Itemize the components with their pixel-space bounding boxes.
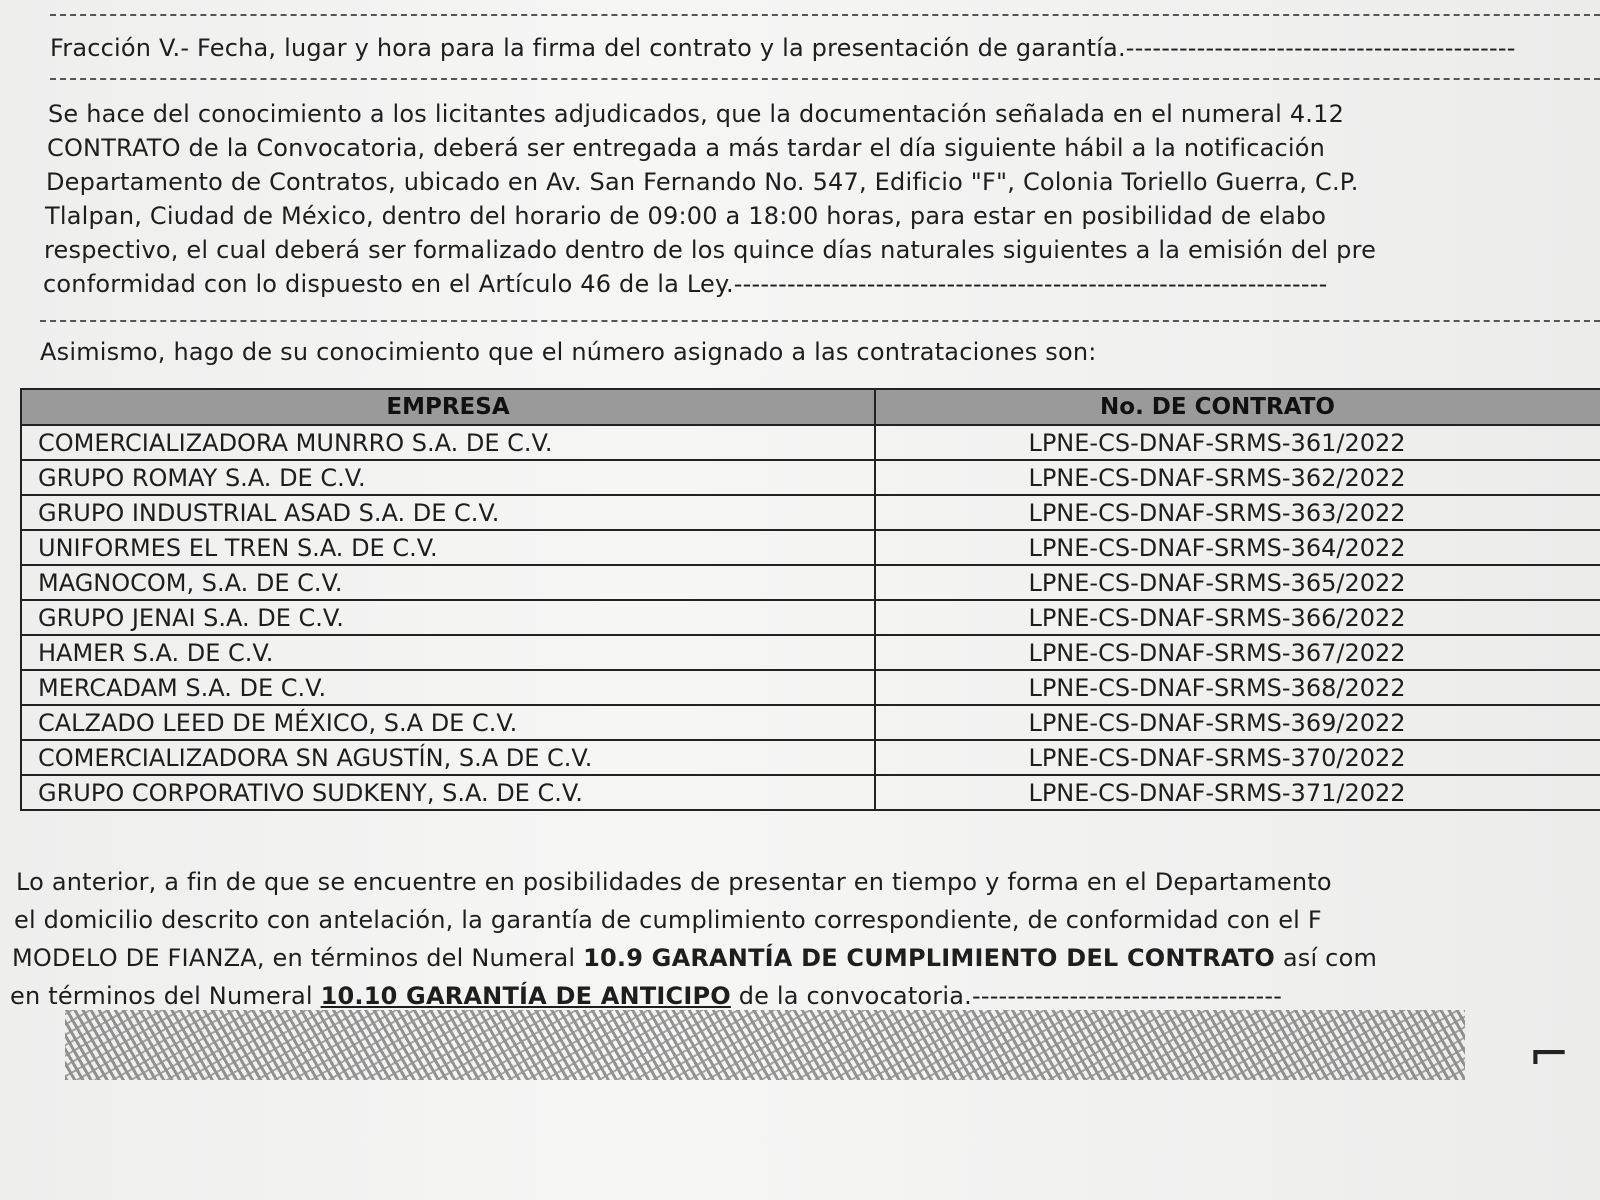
contract-number-cell: LPNE-CS-DNAF-SRMS-371/2022	[875, 775, 1600, 810]
paragraph-line: respectivo, el cual deberá ser formalizado dentro de los quince días naturales siguientes a la emisión del pre	[44, 236, 1377, 264]
company-cell: GRUPO INDUSTRIAL ASAD S.A. DE C.V.	[21, 495, 875, 530]
table-row	[21, 670, 1600, 705]
intro-text: Asimismo, hago de su conocimiento que el número asignado a las contrataciones son:	[40, 338, 1097, 366]
contract-number-cell: LPNE-CS-DNAF-SRMS-364/2022	[875, 530, 1600, 565]
text: MODELO DE FIANZA, en términos del Numeral	[12, 944, 584, 972]
paragraph-line: Lo anterior, a fin de que se encuentre en posibilidades de presentar en tiempo y forma en el Departamento	[16, 868, 1332, 896]
fraccion-heading: Fracción V.- Fecha, lugar y hora para la firma del contrato y la presentación de garantía.--------------------------------------------	[50, 34, 1516, 62]
header-contrato: No. DE CONTRATO	[875, 389, 1600, 425]
contract-number-cell: LPNE-CS-DNAF-SRMS-368/2022	[875, 670, 1600, 705]
table-row	[21, 705, 1600, 740]
dashed-divider	[50, 14, 1600, 16]
contract-number-cell: LPNE-CS-DNAF-SRMS-366/2022	[875, 600, 1600, 635]
contract-number-cell: LPNE-CS-DNAF-SRMS-365/2022	[875, 565, 1600, 600]
company-cell: UNIFORMES EL TREN S.A. DE C.V.	[21, 530, 875, 565]
table-row	[21, 600, 1600, 635]
company-cell: COMERCIALIZADORA MUNRRO S.A. DE C.V.	[21, 425, 875, 460]
company-cell: GRUPO JENAI S.A. DE C.V.	[21, 600, 875, 635]
company-cell: GRUPO CORPORATIVO SUDKENY, S.A. DE C.V.	[21, 775, 875, 810]
paragraph-line: Tlalpan, Ciudad de México, dentro del horario de 09:00 a 18:00 horas, para estar en posibilidad de elabo	[45, 202, 1327, 230]
partial-mark: ⌐	[1528, 1025, 1570, 1083]
contract-number-cell: LPNE-CS-DNAF-SRMS-370/2022	[875, 740, 1600, 775]
text: en términos del Numeral	[10, 982, 321, 1010]
contract-number-cell: LPNE-CS-DNAF-SRMS-362/2022	[875, 460, 1600, 495]
text: así com	[1275, 944, 1378, 972]
header-empresa: EMPRESA	[21, 389, 875, 425]
contract-number-cell: LPNE-CS-DNAF-SRMS-367/2022	[875, 635, 1600, 670]
decorative-pattern-band	[65, 1010, 1465, 1080]
paragraph-line: el domicilio descrito con antelación, la garantía de cumplimiento correspondiente, de conformidad con el F	[14, 906, 1322, 934]
dashed-divider	[40, 320, 1600, 322]
company-cell: GRUPO ROMAY S.A. DE C.V.	[21, 460, 875, 495]
bold-text: 10.10 GARANTÍA DE ANTICIPO	[320, 982, 731, 1010]
company-cell: COMERCIALIZADORA SN AGUSTÍN, S.A DE C.V.	[21, 740, 875, 775]
paragraph-line	[12, 944, 1377, 972]
table-row	[21, 460, 1600, 495]
table-row	[21, 775, 1600, 810]
table-row	[21, 425, 1600, 460]
contracts-table	[20, 388, 1600, 811]
paragraph-line: conformidad con lo dispuesto en el Artículo 46 de la Ley.-------------------------------------------------------------------	[43, 270, 1328, 298]
table-row	[21, 635, 1600, 670]
contract-number-cell: LPNE-CS-DNAF-SRMS-363/2022	[875, 495, 1600, 530]
company-cell: HAMER S.A. DE C.V.	[21, 635, 875, 670]
paragraph-line: CONTRATO de la Convocatoria, deberá ser entregada a más tardar el día siguiente hábil a la notificación	[47, 134, 1326, 162]
company-cell: CALZADO LEED DE MÉXICO, S.A DE C.V.	[21, 705, 875, 740]
contract-number-cell: LPNE-CS-DNAF-SRMS-361/2022	[875, 425, 1600, 460]
paragraph-line: Departamento de Contratos, ubicado en Av. San Fernando No. 547, Edificio "F", Colonia Toriello Guerra, C.P.	[46, 168, 1359, 196]
table-row	[21, 495, 1600, 530]
company-cell: MAGNOCOM, S.A. DE C.V.	[21, 565, 875, 600]
company-cell: MERCADAM S.A. DE C.V.	[21, 670, 875, 705]
table-row	[21, 740, 1600, 775]
table-row	[21, 565, 1600, 600]
contract-number-cell: LPNE-CS-DNAF-SRMS-369/2022	[875, 705, 1600, 740]
bold-text: 10.9 GARANTÍA DE CUMPLIMIENTO DEL CONTRATO	[583, 944, 1276, 972]
paragraph-line: Se hace del conocimiento a los licitantes adjudicados, que la documentación señalada en el numeral 4.12	[48, 100, 1345, 128]
text: de la convocatoria.-----------------------------------	[730, 982, 1283, 1010]
paragraph-line	[10, 982, 1282, 1010]
table-row	[21, 530, 1600, 565]
dashed-divider	[50, 78, 1600, 80]
